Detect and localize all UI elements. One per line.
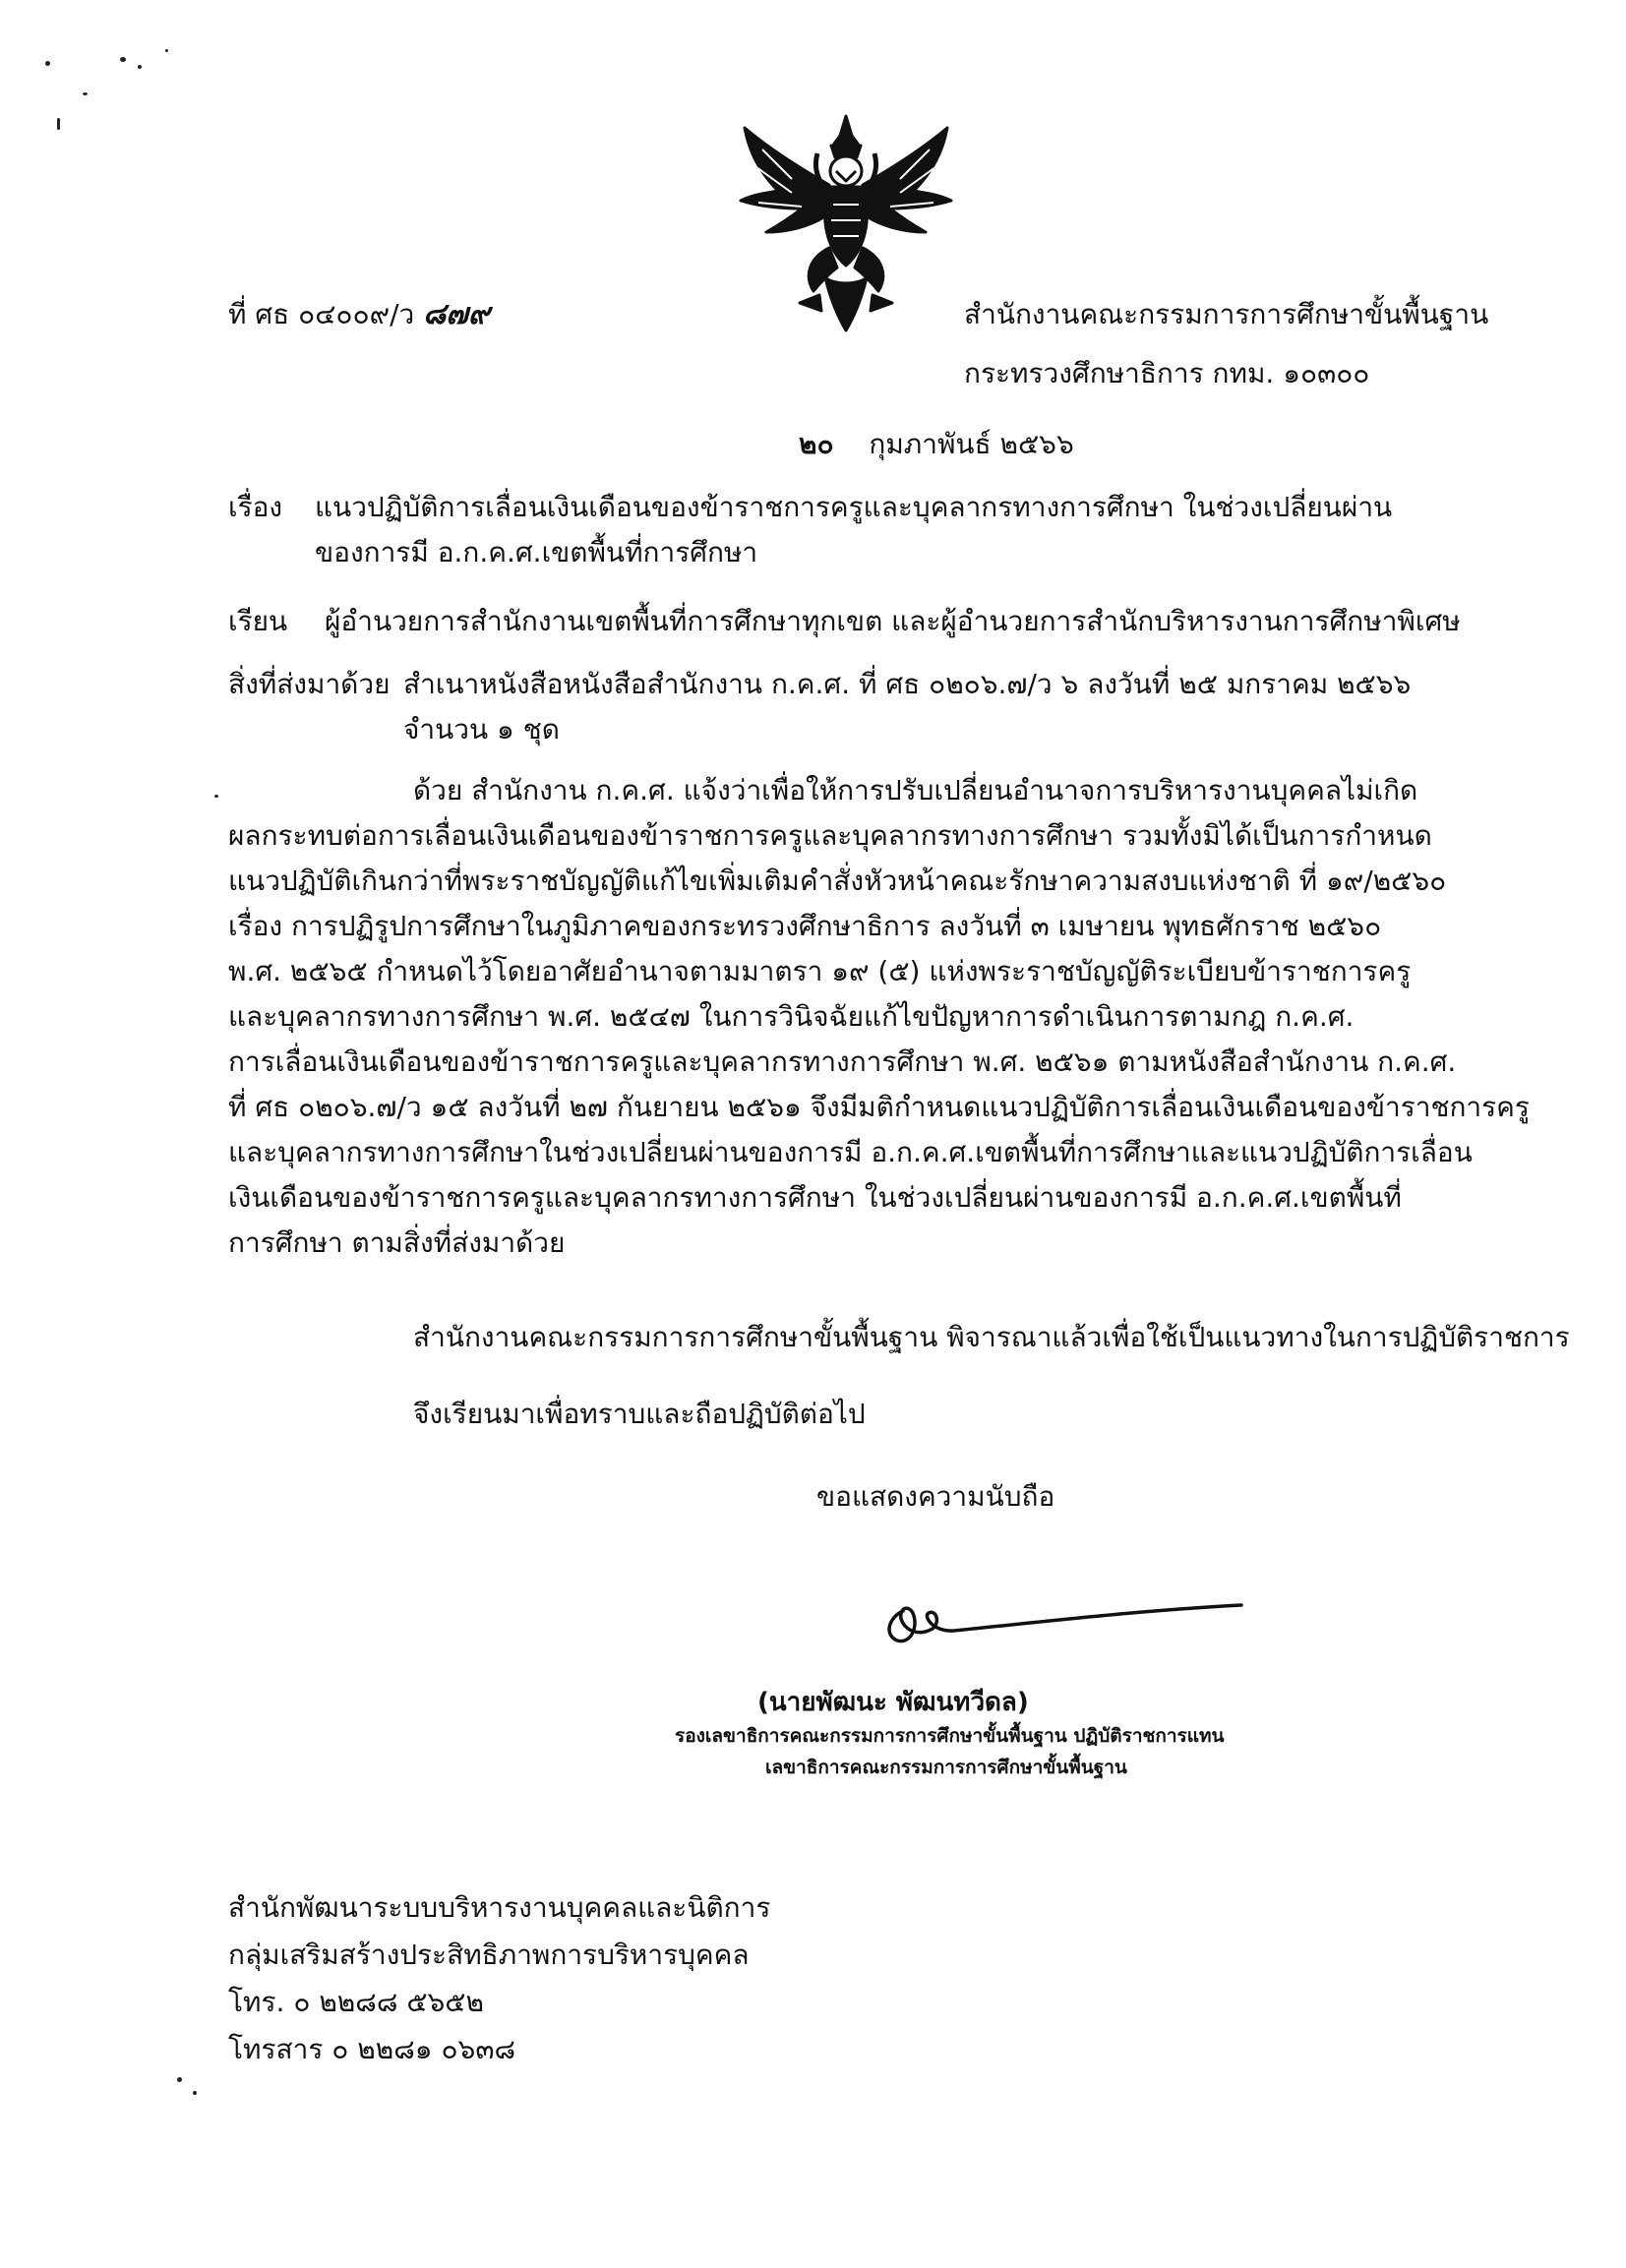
body-line: เงินเดือนของข้าราชการครูและบุคลากรทางการศึกษา ในช่วงเปลี่ยนผ่านของการมี อ.ก.ค.ศ.เขตพื้นที่ [228,1181,1402,1214]
footer-department: สำนักพัฒนาระบบบริหารงานบุคคลและนิติการ [228,1891,771,1924]
signatory-title-2: เลขาธิการคณะกรรมการการศึกษาขั้นพื้นฐาน [765,1757,1127,1778]
body-line: เรื่อง การปฏิรูปการศึกษาในภูมิภาคของกระทรวงศึกษาธิการ ลงวันที่ ๓ เมษายน พุทธศักราช ๒๕๖๐ [228,910,1382,942]
issuer-line-2: กระทรวงศึกษาธิการ กทม. ๑๐๓๐๐ [964,357,1370,389]
body-line: พ.ศ. ๒๕๖๕ กำหนดไว้โดยอาศัยอำนาจตามมาตรา ๑๙ (๕) แห่งพระราชบัญญัติระเบียบข้าราชการครู [228,955,1412,987]
enclosure-label: สิ่งที่ส่งมาด้วย [228,668,391,700]
body-line: และบุคลากรทางการศึกษา พ.ศ. ๒๕๔๗ ในการวินิจฉัยแก้ไขปัญหาการดำเนินการตามกฎ ก.ค.ศ. [228,1000,1355,1033]
ref-prefix: ที่ ศธ ๐๔๐๐๙/ว [228,298,415,330]
enclosure-line-2: จำนวน ๑ ชุด [403,713,560,746]
footer-fax: โทรสาร ๐ ๒๒๘๑ ๐๖๓๘ [228,2033,516,2065]
subject-line-1: แนวปฏิบัติการเลื่อนเงินเดือนของข้าราชการครูและบุคลากรทางการศึกษา ในช่วงเปลี่ยนผ่าน [315,491,1393,523]
reference-number [228,295,490,334]
footer-group: กลุ่มเสริมสร้างประสิทธิภาพการบริหารบุคคล [228,1939,750,1971]
subject-line-2: ของการมี อ.ก.ค.ศ.เขตพื้นที่การศึกษา [315,536,758,568]
body-line: การเลื่อนเงินเดือนของข้าราชการครูและบุคลากรทางการศึกษา พ.ศ. ๒๕๖๑ ตามหนังสือสำนักงาน ก.ค.ศ. [228,1045,1457,1078]
enclosure-line-1: สำเนาหนังสือหนังสือสำนักงาน ก.ค.ศ. ที่ ศธ ๐๒๐๖.๗/ว ๖ ลงวันที่ ๒๕ มกราคม ๒๕๖๖ [403,668,1412,700]
body-line: การศึกษา ตามสิ่งที่ส่งมาด้วย [228,1226,566,1259]
body-line: และบุคลากรทางการศึกษาในช่วงเปลี่ยนผ่านของการมี อ.ก.ค.ศ.เขตพื้นที่การศึกษาและแนวปฏิบัติการเลื่อน [228,1136,1473,1168]
garuda-emblem-icon [723,110,969,336]
body-line: ที่ ศธ ๐๒๐๖.๗/ว ๑๕ ลงวันที่ ๒๗ กันยายน ๒๕๖๑ จึงมีมติกำหนดแนวปฏิบัติการเลื่อนเงินเดือนของข้าราชการครู [228,1091,1530,1123]
subject-label: เรื่อง [228,491,283,523]
signatory-name: (นายพัฒนะ พัฒนทวีดล) [757,1688,1029,1717]
date-day: ๒๐ [799,428,834,460]
ref-handwritten: ๘๗๙ [423,297,490,331]
body-line: แนวปฏิบัติเกินกว่าที่พระราชบัญญัติแก้ไขเพิ่มเติมคำสั่งหัวหน้าคณะรักษาความสงบแห่งชาติ ที่ ๑๙/๒๕๖๐ [228,865,1447,897]
signature-icon [875,1583,1249,1662]
body-paragraph-2: สำนักงานคณะกรรมการการศึกษาขั้นพื้นฐาน พิจารณาแล้วเพื่อใช้เป็นแนวทางในการปฏิบัติราชการ [413,1321,1570,1353]
issuer-line-1: สำนักงานคณะกรรมการการศึกษาขั้นพื้นฐาน [964,298,1489,330]
signatory-title-1: รองเลขาธิการคณะกรรมการการศึกษาขั้นพื้นฐาน ปฏิบัติราชการแทน [675,1725,1225,1747]
footer-telephone: โทร. ๐ ๒๒๘๘ ๕๖๕๒ [228,1986,484,2018]
closing-regards: ขอแสดงความนับถือ [816,1480,1055,1513]
date-month-year: กุมภาพันธ์ ๒๕๖๖ [869,428,1074,460]
body-line: ผลกระทบต่อการเลื่อนเงินเดือนของข้าราชการครูและบุคลากรทางการศึกษา รวมทั้งมิได้เป็นการกำหนด [228,819,1432,852]
to-text: ผู้อำนวยการสำนักงานเขตพื้นที่การศึกษาทุกเขต และผู้อำนวยการสำนักบริหารงานการศึกษาพิเศษ [325,605,1461,637]
body-paragraph-3: จึงเรียนมาเพื่อทราบและถือปฏิบัติต่อไป [413,1398,866,1430]
document-date [799,425,1074,464]
to-label: เรียน [228,605,288,637]
body-line: ด้วย สำนักงาน ก.ค.ศ. แจ้งว่าเพื่อให้การปรับเปลี่ยนอำนาจการบริหารงานบุคคลไม่เกิด [413,774,1418,806]
